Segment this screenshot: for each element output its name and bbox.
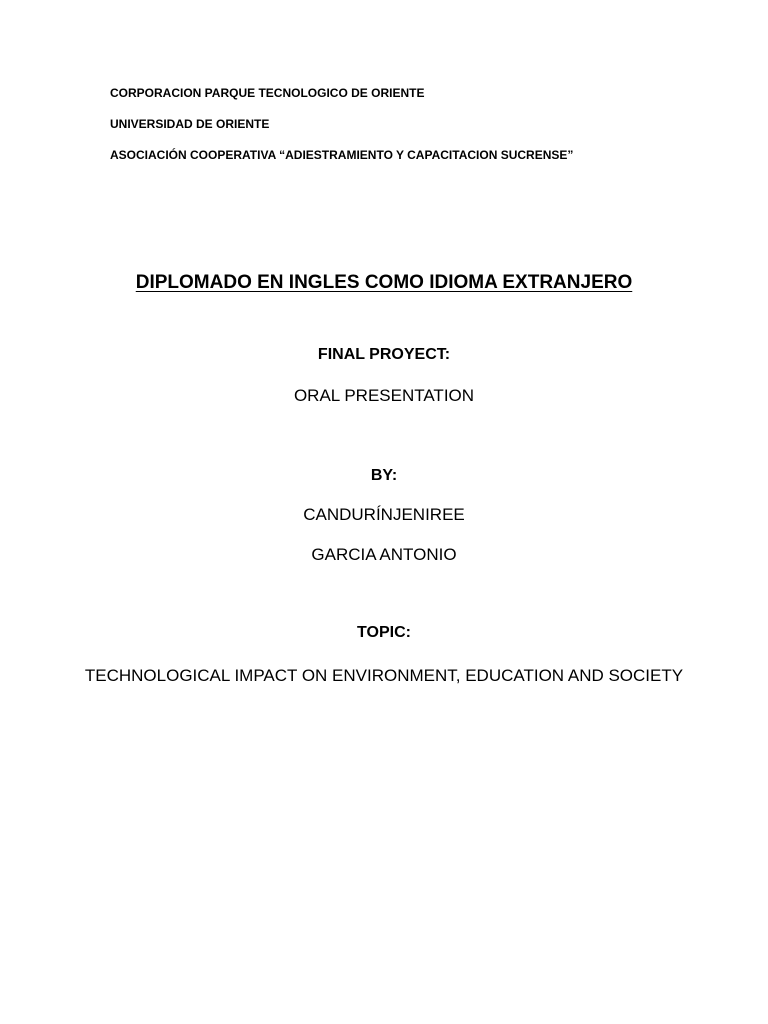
institution-line-2: UNIVERSIDAD DE ORIENTE [110,117,270,131]
institution-line-1: CORPORACION PARQUE TECNOLOGICO DE ORIENTE [110,86,425,100]
author-name: CANDURÍNJENIREE [303,505,465,524]
project-value: ORAL PRESENTATION [293,386,475,405]
author-name: GARCIA ANTONIO [311,545,457,564]
institution-line-3: ASOCIACIÓN COOPERATIVA “ADIESTRAMIENTO Y CAPACITACION SUCRENSE” [110,148,574,162]
project-label: FINAL PROYECT: [317,346,451,363]
document-title: DIPLOMADO EN INGLES COMO IDIOMA EXTRANJERO [135,272,633,293]
topic-text: TECHNOLOGICAL IMPACT ON ENVIRONMENT, EDUCATION AND SOCIETY [84,666,684,685]
topic-label: TOPIC: [357,624,411,641]
authors-label: BY: [370,467,398,484]
